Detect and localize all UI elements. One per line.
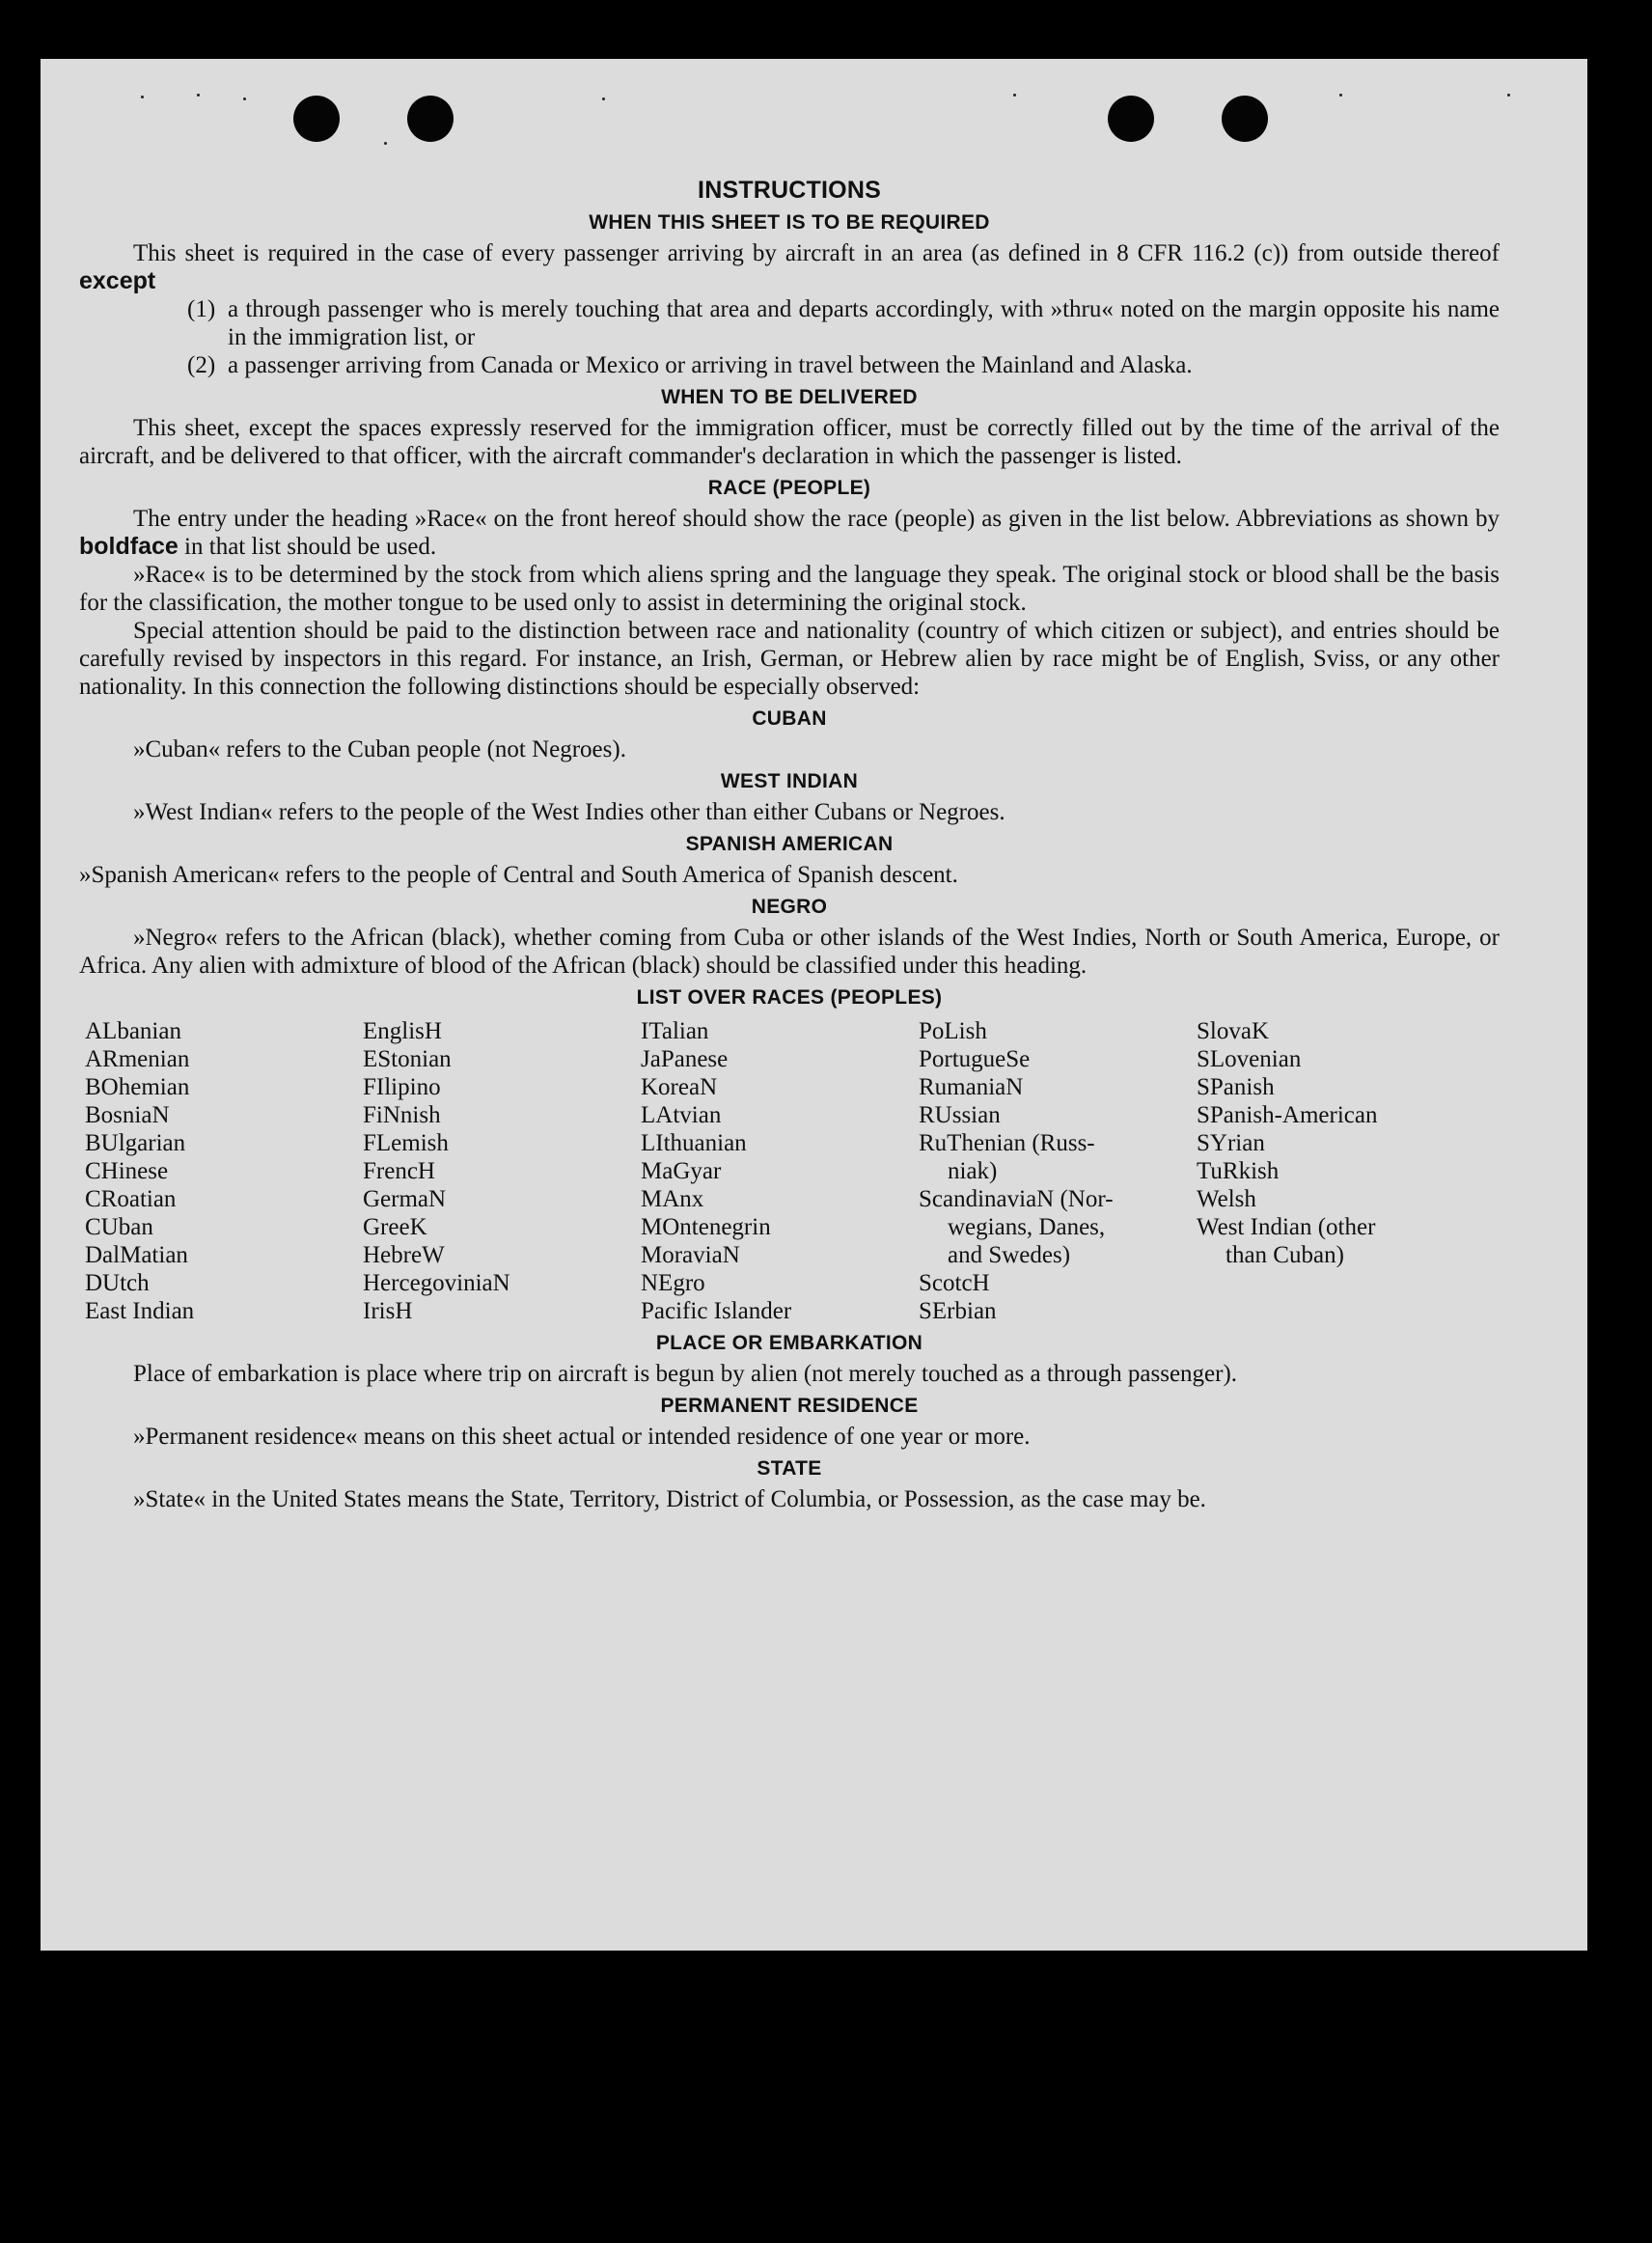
list-item: SYrian bbox=[1197, 1130, 1265, 1156]
section-heading-required: WHEN THIS SHEET IS TO BE REQUIRED bbox=[589, 211, 990, 234]
list-item: DUtch bbox=[85, 1270, 150, 1296]
west-indian-text: »West Indian« refers to the people of the West Indies other than either Cubans or Negroes. bbox=[133, 799, 1005, 825]
list-item: FiNnish bbox=[363, 1102, 441, 1128]
list-item: NEgro bbox=[641, 1270, 705, 1296]
list-item: GreeK bbox=[363, 1214, 427, 1240]
scan-speck bbox=[1339, 94, 1342, 97]
exception-item: (1) a through passenger who is merely touching that area and departs accordingly, with »thru« noted on the margin opposite his name in the immigration list, or bbox=[187, 296, 1500, 350]
scan-speck bbox=[1507, 94, 1510, 97]
state-text: »State« in the United States means the State, Territory, District of Columbia, or Possession, as the case may be. bbox=[133, 1486, 1206, 1512]
races-list bbox=[85, 1017, 1500, 1325]
section-heading-west-indian: WEST INDIAN bbox=[720, 770, 859, 792]
scan-speck bbox=[602, 97, 605, 100]
list-item: and Swedes) bbox=[948, 1242, 1071, 1268]
list-item: EnglisH bbox=[363, 1018, 442, 1044]
race-paragraph-2: »Race« is to be determined by the stock from which aliens spring and the language they speak. The original stock or blood shall be the basis for the classification, the mother tongue to be used only to assist in determining the original stock. bbox=[79, 562, 1500, 616]
list-item: CUban bbox=[85, 1214, 153, 1240]
races-column bbox=[363, 1017, 641, 1325]
section-heading-state: STATE bbox=[757, 1457, 822, 1480]
list-item: HercegoviniaN bbox=[363, 1270, 510, 1296]
list-item: SlovaK bbox=[1197, 1018, 1269, 1044]
punch-hole-icon bbox=[293, 96, 340, 142]
race-paragraph-1: The entry under the heading »Race« on the front hereof should show the race (people) as given in the list below. Abbreviations as shown by boldface in that list should be used. bbox=[79, 506, 1500, 560]
list-item: KoreaN bbox=[641, 1074, 718, 1100]
punch-hole-icon bbox=[1222, 96, 1268, 142]
list-item: SPanish bbox=[1197, 1074, 1275, 1100]
list-item: ITalian bbox=[641, 1018, 709, 1044]
list-item: West Indian (other bbox=[1197, 1214, 1376, 1240]
list-item: MoraviaN bbox=[641, 1242, 740, 1268]
list-item: GermaN bbox=[363, 1186, 447, 1212]
boldface-keyword: boldface bbox=[79, 533, 179, 560]
scan-speck bbox=[141, 96, 144, 98]
list-item: wegians, Danes, bbox=[948, 1214, 1106, 1240]
list-item: JaPanese bbox=[641, 1046, 729, 1072]
list-item: RumaniaN bbox=[919, 1074, 1024, 1100]
list-item: RUssian bbox=[919, 1102, 1001, 1128]
list-item: Pacific Islander bbox=[641, 1298, 792, 1324]
list-item: PoLish bbox=[919, 1018, 987, 1044]
residence-text: »Permanent residence« means on this sheet actual or intended residence of one year or more. bbox=[133, 1424, 1031, 1450]
list-item: than Cuban) bbox=[1225, 1242, 1344, 1268]
list-item: SLovenian bbox=[1197, 1046, 1302, 1072]
cuban-text: »Cuban« refers to the Cuban people (not Negroes). bbox=[133, 736, 626, 762]
races-column bbox=[919, 1017, 1197, 1325]
list-item: ALbanian bbox=[85, 1018, 181, 1044]
list-item: MAnx bbox=[641, 1186, 704, 1212]
scan-speck bbox=[197, 94, 200, 97]
list-item: IrisH bbox=[363, 1298, 413, 1324]
scan-speck bbox=[243, 97, 246, 100]
except-keyword: except bbox=[79, 267, 156, 294]
list-item: FLemish bbox=[363, 1130, 449, 1156]
section-heading-negro: NEGRO bbox=[751, 896, 828, 918]
list-item: SPanish-American bbox=[1197, 1102, 1378, 1128]
section-heading-races-list: LIST OVER RACES (PEOPLES) bbox=[636, 986, 943, 1009]
section-heading-delivered: WHEN TO BE DELIVERED bbox=[661, 386, 918, 408]
scan-speck bbox=[384, 142, 387, 145]
embarkation-text: Place of embarkation is place where trip on aircraft is begun by alien (not merely touched as a through passenger). bbox=[133, 1361, 1238, 1387]
list-item: FrencH bbox=[363, 1158, 435, 1184]
list-item: MaGyar bbox=[641, 1158, 722, 1184]
list-item: EStonian bbox=[363, 1046, 452, 1072]
race-paragraph-3: Special attention should be paid to the distinction between race and nationality (country of which citizen or subject), and entries should be carefully revised by inspectors in this regard. For instance, an Irish, German, or Hebrew alien by race might be of English, Sviss, or any other nationality. In this connection the following distinctions should be especially observed: bbox=[79, 618, 1500, 700]
scan-speck bbox=[1013, 94, 1016, 97]
delivered-text: This sheet, except the spaces expressly reserved for the immigration officer, must be correctly filled out by the time of the arrival of the aircraft, and be delivered to that officer, with the aircraft commander's declaration in which the passenger is listed. bbox=[79, 415, 1500, 469]
list-item: RuThenian (Russ- bbox=[919, 1130, 1095, 1156]
instructions-content bbox=[79, 169, 1500, 1513]
section-heading-cuban: CUBAN bbox=[752, 707, 827, 730]
spanish-american-text: »Spanish American« refers to the people of Central and South America of Spanish descent. bbox=[79, 862, 958, 888]
list-item: FIlipino bbox=[363, 1074, 441, 1100]
required-intro: This sheet is required in the case of every passenger arriving by aircraft in an area (as defined in 8 CFR 116.2 (c)) from outside thereof except bbox=[79, 240, 1500, 294]
list-item: BosniaN bbox=[85, 1102, 170, 1128]
list-item: SErbian bbox=[919, 1298, 997, 1324]
list-item: ScandinaviaN (Nor- bbox=[919, 1186, 1114, 1212]
section-heading-spanish-american: SPANISH AMERICAN bbox=[685, 833, 894, 855]
list-item: TuRkish bbox=[1197, 1158, 1280, 1184]
races-column bbox=[85, 1017, 363, 1325]
exception-item: (2) a passenger arriving from Canada or Mexico or arriving in travel between the Mainland and Alaska. bbox=[187, 352, 1193, 378]
list-item: ARmenian bbox=[85, 1046, 190, 1072]
section-heading-race: RACE (PEOPLE) bbox=[707, 477, 871, 499]
page-title: INSTRUCTIONS bbox=[698, 177, 881, 204]
list-item: Welsh bbox=[1197, 1186, 1256, 1212]
list-item: HebreW bbox=[363, 1242, 445, 1268]
list-item: ScotcH bbox=[919, 1270, 990, 1296]
races-column bbox=[1197, 1017, 1474, 1325]
list-item: LAtvian bbox=[641, 1102, 722, 1128]
negro-text: »Negro« refers to the African (black), whether coming from Cuba or other islands of the West Indies, North or South America, Europe, or Africa. Any alien with admixture of blood of the African (black) should be classified under this heading. bbox=[79, 925, 1500, 979]
list-item: BUlgarian bbox=[85, 1130, 186, 1156]
section-heading-embarkation: PLACE OR EMBARKATION bbox=[655, 1332, 923, 1354]
list-item: BOhemian bbox=[85, 1074, 190, 1100]
list-item: MOntenegrin bbox=[641, 1214, 771, 1240]
punch-hole-icon bbox=[407, 96, 454, 142]
section-heading-residence: PERMANENT RESIDENCE bbox=[660, 1395, 919, 1417]
list-item: LIthuanian bbox=[641, 1130, 747, 1156]
list-item: niak) bbox=[948, 1158, 998, 1184]
document-page bbox=[41, 59, 1587, 1951]
list-item: DalMatian bbox=[85, 1242, 188, 1268]
punch-hole-icon bbox=[1108, 96, 1154, 142]
list-item: PortugueSe bbox=[919, 1046, 1031, 1072]
list-item: CRoatian bbox=[85, 1186, 177, 1212]
list-item: East Indian bbox=[85, 1298, 195, 1324]
races-column bbox=[641, 1017, 919, 1325]
list-item: CHinese bbox=[85, 1158, 169, 1184]
